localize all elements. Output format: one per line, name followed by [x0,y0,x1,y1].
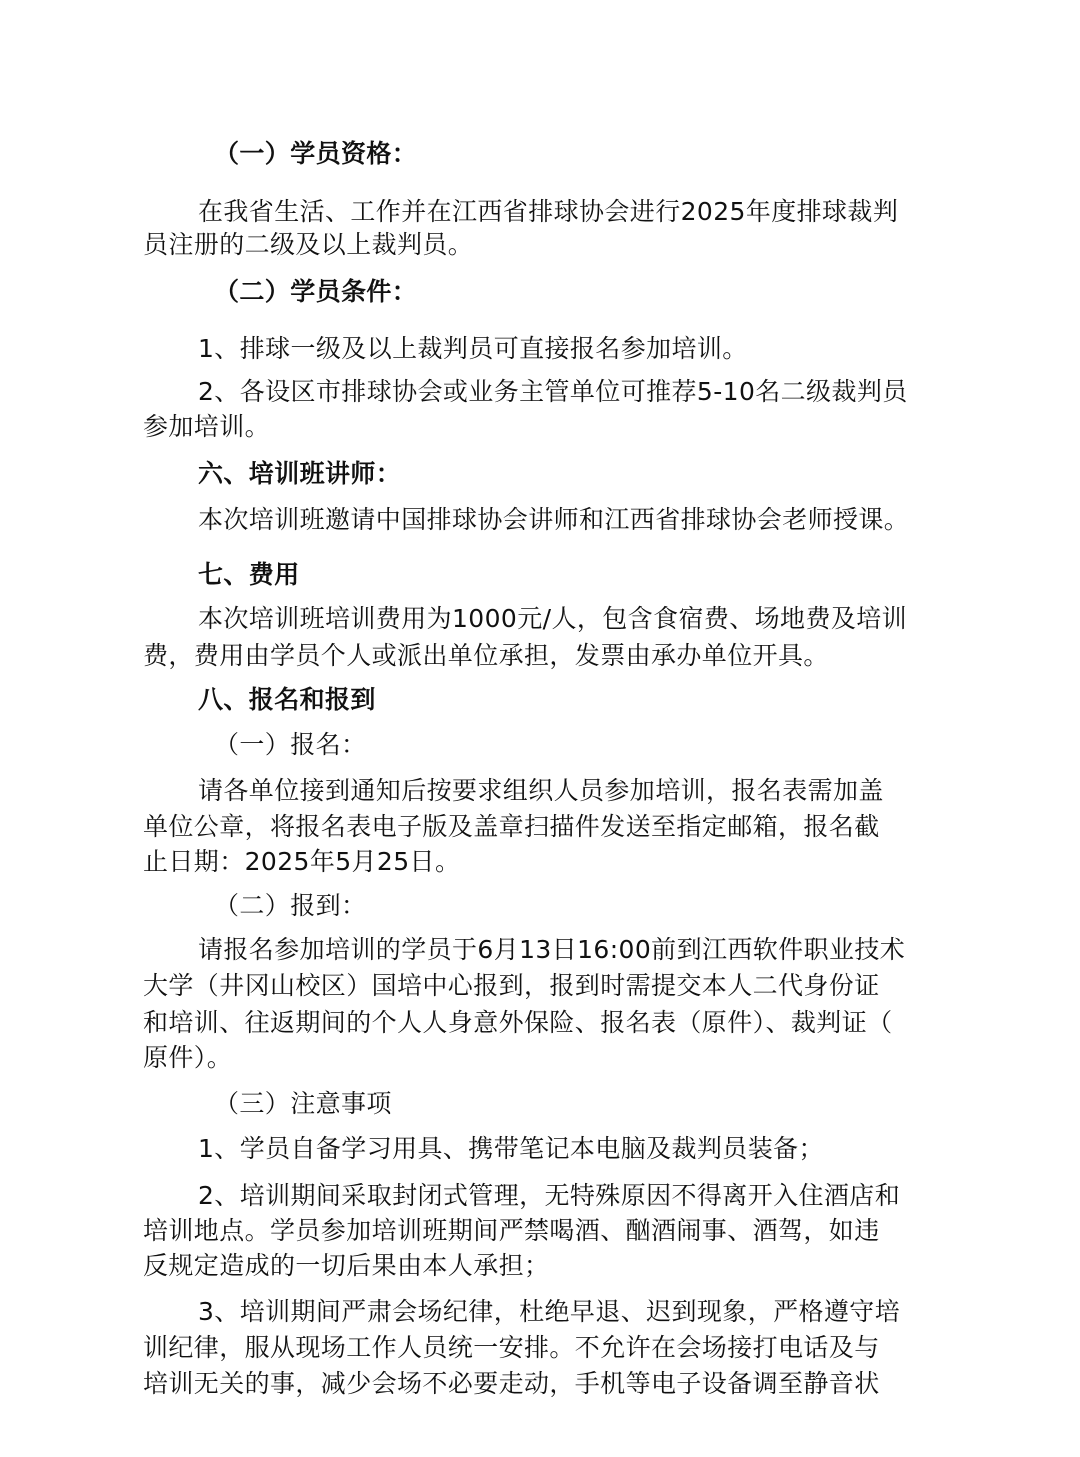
paragraph-line: 本次培训班邀请中国排球协会讲师和江西省排球协会老师授课。 [198,505,910,534]
paragraph-line: 止日期：2025年5月25日。 [143,847,461,876]
paragraph-line: 费，费用由学员个人或派出单位承担，发票由承办单位开具。 [143,641,829,670]
paragraph-line: 和培训、往返期间的个人人身意外保险、报名表（原件）、裁判证（ [143,1008,893,1037]
paragraph-line: 单位公章，将报名表电子版及盖章扫描件发送至指定邮箱，报名截 [143,812,880,841]
paragraph-line: 员注册的二级及以上裁判员。 [143,230,474,259]
paragraph-line: 1、排球一级及以上裁判员可直接报名参加培训。 [198,334,748,363]
heading-lecturers: 六、培训班讲师： [198,459,402,488]
heading-trainee-qualification: （一）学员资格： [214,139,418,168]
paragraph-line: 培训地点。学员参加培训班期间严禁喝酒、酗酒闹事、酒驾，如违 [143,1216,880,1245]
heading-registration: 八、报名和报到 [198,685,376,714]
paragraph-line: 2、各设区市排球协会或业务主管单位可推荐5-10名二级裁判员 [198,377,908,406]
paragraph-line: 原件）。 [143,1043,233,1072]
subheading-notes: （三）注意事项 [214,1089,392,1118]
paragraph-line: 大学（井冈山校区）国培中心报到，报到时需提交本人二代身份证 [143,971,880,1000]
paragraph-line: 2、培训期间采取封闭式管理，无特殊原因不得离开入住酒店和 [198,1181,901,1210]
paragraph-line: 训纪律，服从现场工作人员统一安排。不允许在会场接打电话及与 [143,1333,880,1362]
subheading-signup: （一）报名： [214,730,367,759]
paragraph-line: 反规定造成的一切后果由本人承担； [143,1251,550,1280]
heading-fees: 七、费用 [198,560,300,589]
paragraph-line: 在我省生活、工作并在江西省排球协会进行2025年度排球裁判 [198,197,899,226]
paragraph-line: 3、培训期间严肃会场纪律，杜绝早退、迟到现象，严格遵守培 [198,1297,901,1326]
paragraph-line: 本次培训班培训费用为1000元/人，包含食宿费、场地费及培训 [198,604,908,633]
paragraph-line: 1、学员自备学习用具、携带笔记本电脑及裁判员装备； [198,1134,824,1163]
subheading-checkin: （二）报到： [214,891,367,920]
heading-trainee-conditions: （二）学员条件： [214,277,418,306]
paragraph-line: 请各单位接到通知后按要求组织人员参加培训，报名表需加盖 [198,776,884,805]
paragraph-line: 请报名参加培训的学员于6月13日16:00前到江西软件职业技术 [198,935,906,964]
paragraph-line: 参加培训。 [143,412,271,441]
paragraph-line: 培训无关的事，减少会场不必要走动，手机等电子设备调至静音状 [143,1369,880,1398]
